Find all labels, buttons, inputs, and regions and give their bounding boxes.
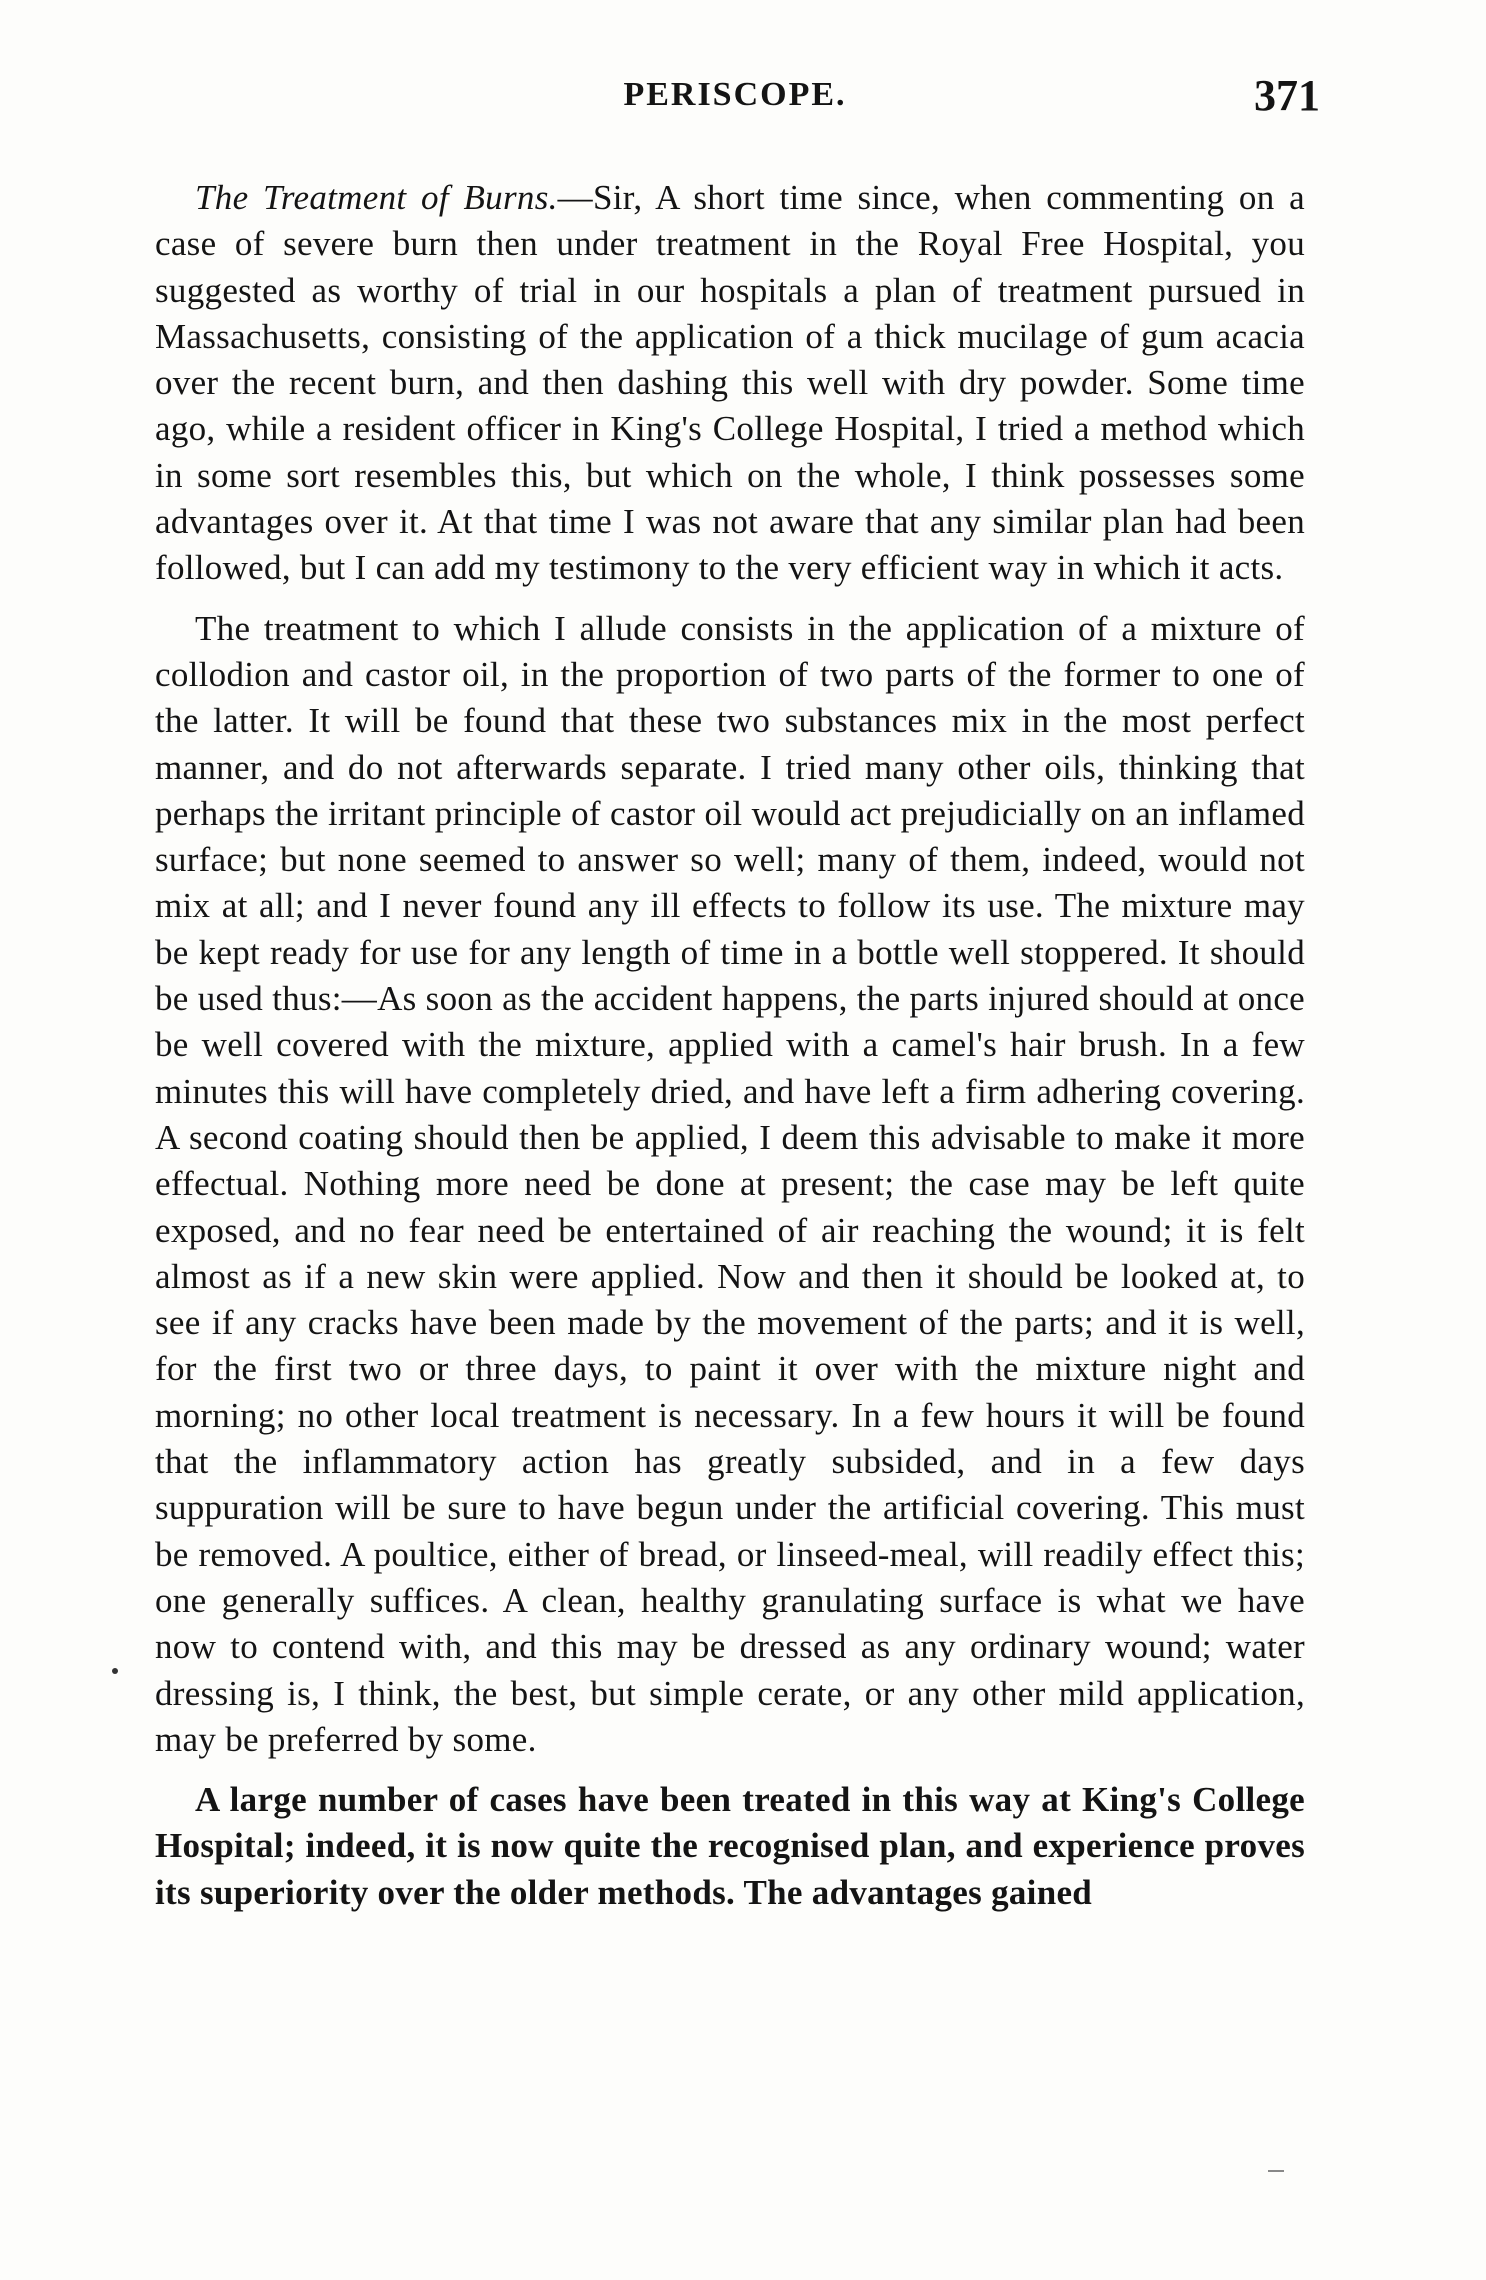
paragraph-1-text: —Sir, A short time since, when commenting on a case of severe burn then under treatment in the Royal Free Hospital, you suggested as worthy of trial in our hospitals a plan of treatment pursued in Massachusetts, consisting of the application of a thick mucilage of gum acacia over the recent burn, and then dashing this well with dry powder. Some time ago, while a resident officer in King's College Hospital, I tried a method which in some sort resembles this, but which on the whole, I think possesses some advantages over it. At that time I was not aware that any similar plan had been followed, but I can add my testimony to the very efficient way in which it acts.: [155, 178, 1305, 588]
margin-dot: [112, 1668, 118, 1674]
running-title: PERISCOPE.: [623, 76, 847, 113]
paragraph-2: The treatment to which I allude consists in the application of a mixture of collodion and castor oil, in the proportion of two parts of the former to one of the latter. It will be found that these two substances mix in the most perfect manner, and do not afterwards separate. I tried many other oils, thinking that perhaps the irritant principle of castor oil would act prejudicially on an inflamed surface; but none seemed to answer so well; many of them, indeed, would not mix at all; and I never found any ill effects to follow its use. The mixture may be kept ready for use for any length of time in a bottle well stoppered. It should be used thus:—As soon as the accident happens, the parts injured should at once be well covered with the mixture, applied with a camel's hair brush. In a few minutes this will have completely dried, and have left a firm adhering covering. A second coating should then be applied, I deem this advisable to make it more effectual. Nothing more need be done at present; the case may be left quite exposed, and no fear need be entertained of air reaching the wound; it is felt almost as if a new skin were applied. Now and then it should be looked at, to see if any cracks have been made by the movement of the parts; and it is well, for the first two or three days, to paint it over with the mixture night and morning; no other local treatment is necessary. In a few hours it will be found that the inflammatory action has greatly subsided, and in a few days suppuration will be sure to have begun under the artificial covering. This must be removed. A poultice, either of bread, or linseed-meal, will readily effect this; one generally suffices. A clean, healthy granulating surface is what we have now to contend with, and this may be dressed as any ordinary wound; water dressing is, I think, the best, but simple cerate, or any other mild application, may be preferred by some.: [155, 608, 1305, 1759]
page-number: 371: [1254, 71, 1320, 120]
paragraph-1: [155, 175, 1305, 592]
running-head: [150, 70, 1320, 130]
article-heading: The Treatment of Burns.: [195, 178, 558, 217]
paragraph-3: A large number of cases have been treated in this way at King's College Hospital; indeed, it is now quite the recognised plan, and experience proves its superiority over the older methods. The advantages gained: [155, 1780, 1305, 1912]
footer-dash: [1268, 2170, 1284, 2172]
article-body: [155, 175, 1305, 1916]
